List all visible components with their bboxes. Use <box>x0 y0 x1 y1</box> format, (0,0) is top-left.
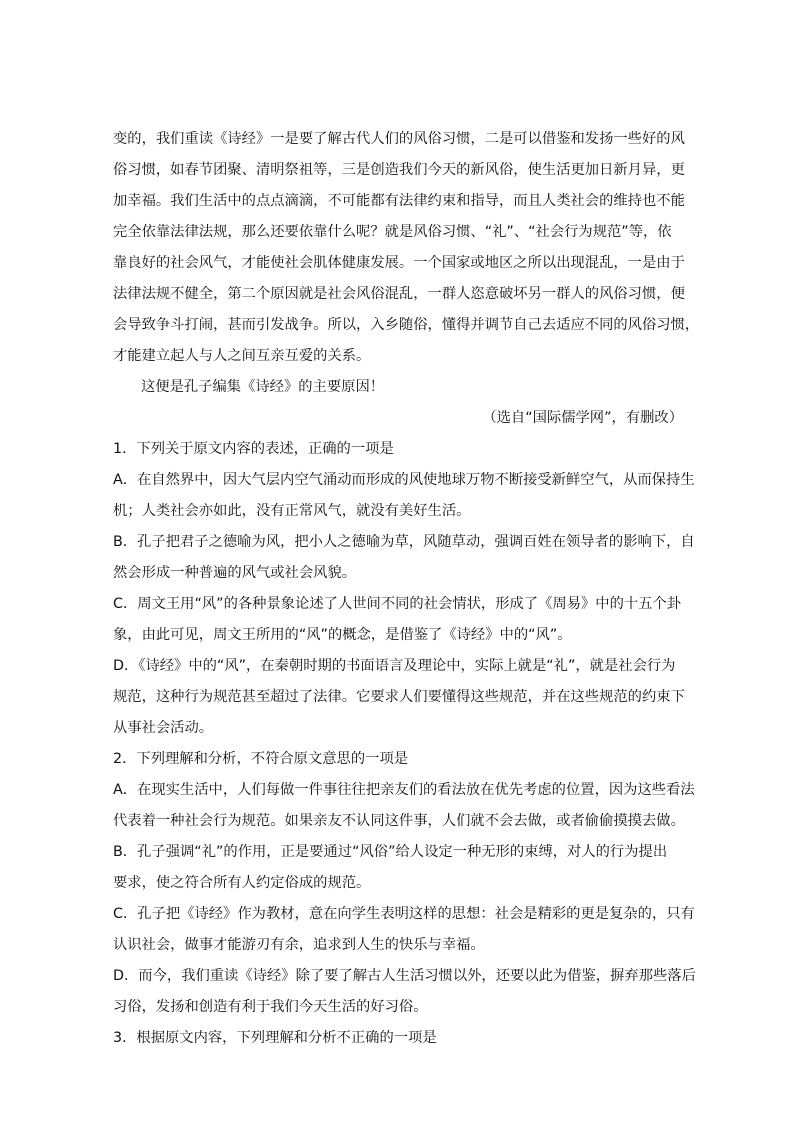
option-line: D．《诗经》中的“风”，在秦朝时期的书面语言及理论中，实际上就是“礼”，就是社会行为 <box>113 658 676 674</box>
passage-line: 才能建立起人与人之间互亲互爱的关系。 <box>113 348 371 364</box>
option-line: D．而今，我们重读《诗经》除了要了解古人生活习惯以外，还要以此为借鉴，摒弃那些落后 <box>113 968 696 984</box>
passage-closing: 这便是孔子编集《诗经》的主要原因！ <box>141 379 385 395</box>
passage-line: 加幸福。我们生活中的点点滴滴，不可能都有法律约束和指导，而且人类社会的维持也不能 <box>113 193 685 209</box>
option-line: 代表着一种社会行为规范。如果亲友不认同这件事，人们就不会去做，或者偷偷摸摸去做。 <box>113 813 685 829</box>
passage-line: 会导致争斗打闹，甚而引发战争。所以，入乡随俗，懂得并调节自己去适应不同的风俗习惯， <box>113 317 700 333</box>
option-line: B．孔子把君子之德喻为风，把小人之德喻为草，风随草动，强调百姓在领导者的影响下，自 <box>113 534 695 550</box>
option-line: 认识社会，做事才能游刃有余，追求到人生的快乐与幸福。 <box>113 937 485 953</box>
option-b[interactable] <box>113 837 683 899</box>
question-title: 2．下列理解和分析，不符合原文意思的一项是 <box>113 751 409 767</box>
option-c[interactable] <box>113 899 695 961</box>
question-title: 3．根据原文内容，下列理解和分析不正确的一项是 <box>113 1030 437 1046</box>
option-line: C．孔子把《诗经》作为教材，意在向学生表明这样的思想：社会是精彩的更是复杂的，只有 <box>113 906 695 922</box>
option-line: 规范，这种行为规范甚至超过了法律。它要求人们要懂得这些规范，并在这些规范的约束下 <box>113 689 685 705</box>
option-d[interactable] <box>113 651 683 744</box>
option-line: 习俗，发扬和创造有利于我们今天生活的好习俗。 <box>113 999 428 1015</box>
option-line: 象，由此可见，周文王所用的“风”的概念，是借鉴了《诗经》中的“风”。 <box>113 627 572 643</box>
option-line: A．在自然界中，因大气层内空气涌动而形成的风使地球万物不断接受新鲜空气，从而保持生 <box>113 472 695 488</box>
option-line: A．在现实生活中，人们每做一件事往往把亲友们的看法放在优先考虑的位置，因为这些看法 <box>113 782 695 798</box>
passage-line: 法律法规不健全，第二个原因就是社会风俗混乱，一群人恣意破坏另一群人的风俗习惯，便 <box>113 286 685 302</box>
option-line: 要求，使之符合所有人约定俗成的规范。 <box>113 875 371 891</box>
option-line: C．周文王用“风”的各种景象论述了人世间不同的社会情状，形成了《周易》中的十五个卦 <box>113 596 682 612</box>
passage-line: 完全依靠法律法规，那么还要依靠什么呢？就是风俗习惯、“礼”、“社会行为规范”等，依 <box>113 224 672 240</box>
option-b[interactable] <box>113 527 695 589</box>
option-line: B．孔子强调“礼”的作用，正是要通过“风俗”给人设定一种无形的束缚，对人的行为提出 <box>113 844 668 860</box>
document-content <box>113 124 700 1054</box>
option-a[interactable] <box>113 465 695 527</box>
passage-line: 变的，我们重读《诗经》一是要了解古代人们的风俗习惯，二是可以借鉴和发扬一些好的风 <box>113 131 685 147</box>
passage-line: 靠良好的社会风气，才能使社会肌体健康发展。一个国家或地区之所以出现混乱，一是由于 <box>113 255 685 271</box>
question-3 <box>113 1023 683 1054</box>
option-line: 机；人类社会亦如此，没有正常风气，就没有美好生活。 <box>113 503 471 519</box>
option-line: 然会形成一种普遍的风气或社会风貌。 <box>113 565 357 581</box>
option-c[interactable] <box>113 589 683 651</box>
question-title: 1．下列关于原文内容的表述，正确的一项是 <box>113 441 394 457</box>
question-1 <box>113 434 695 744</box>
question-2 <box>113 744 696 1023</box>
option-d[interactable] <box>113 961 696 1023</box>
option-line: 从事社会活动。 <box>113 720 214 736</box>
option-a[interactable] <box>113 775 695 837</box>
passage-line: 俗习惯，如春节团聚、清明祭祖等，三是创造我们今天的新风俗，使生活更加日新月异，更 <box>113 162 685 178</box>
passage <box>113 124 700 434</box>
passage-source: （选自“国际儒学网”，有删改） <box>482 410 683 426</box>
